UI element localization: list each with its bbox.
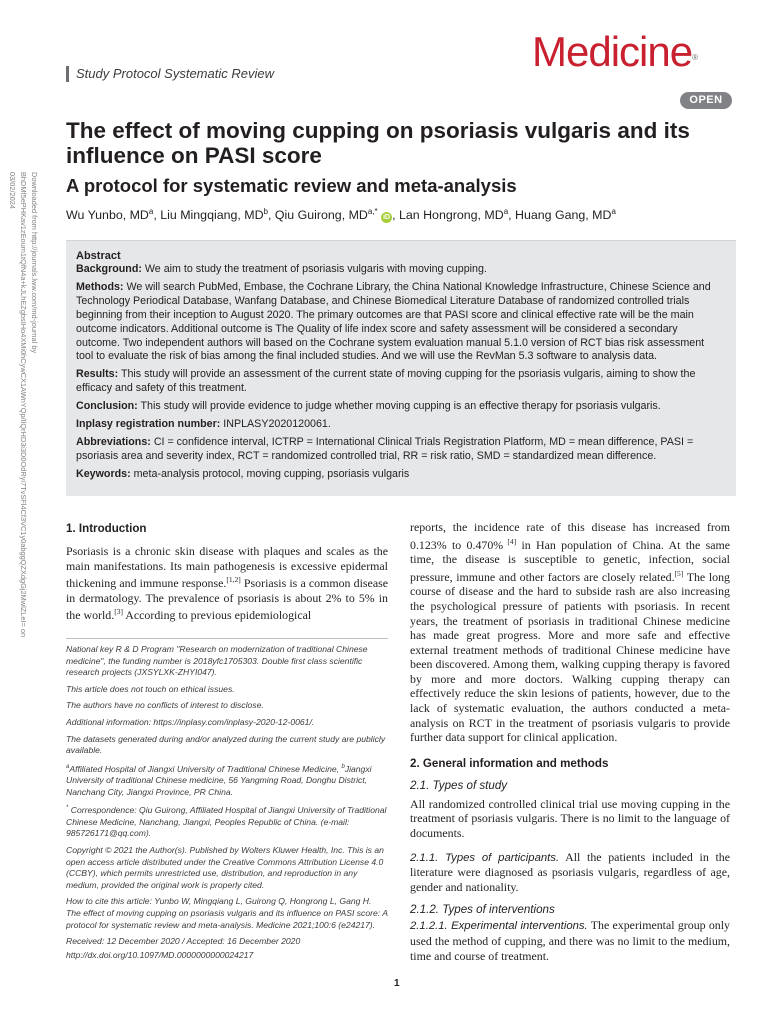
article-subtitle: A protocol for systematic review and meta-analysis (66, 175, 517, 196)
ethics-note: This article does not touch on ethical issues. (66, 683, 235, 694)
author-name[interactable]: , Lan Hongrong, MD (392, 208, 504, 223)
doi-link[interactable]: http://dx.doi.org/10.1097/MD.0000000000024217 (66, 949, 254, 960)
additional-info-note[interactable]: Additional information: https://inplasy.com/inplasy-2020-12-0061/. (66, 716, 315, 727)
article-type-label: Study Protocol Systematic Review (66, 66, 274, 82)
right-column (410, 520, 730, 963)
footnotes (66, 638, 388, 966)
abstract-background: Background: We aim to study the treatment of psoriasis vulgaris with moving cupping. (76, 263, 487, 275)
affiliations-note: $^a$Affiliated Hospital of Jiangxi University of Traditional Chinese Medicine, $^b$Jiangxi University of traditional Chinese medicine, 56 Yangming Road, Donghu District, Nanchang City, Jiangxi Province, PR China. (66, 763, 372, 797)
citation-note: How to cite this article: Yunbo W, Mingqiang L, Guirong Q, Hongrong L, Gang H. The effect of moving cupping on psoriasis vulgaris and its influence on PASI score: A protocol for systematic review and meta-analysis. Medicine 2021;100:6 (e24217). (66, 896, 388, 930)
page-number: 1 (394, 978, 400, 989)
experimental-interventions: 2.1.2.1. Experimental interventions. The experimental group only used the method of cupping, and there was no limit to the medium, time and course of treatment. (410, 918, 730, 963)
received-date: Received: 12 December 2020 / Accepted: 16 December 2020 (66, 936, 301, 947)
abstract-keywords: Keywords: meta-analysis protocol, moving cupping, psoriasis vulgaris (76, 467, 410, 480)
section-heading-introduction: 1. Introduction (66, 522, 147, 535)
copyright-note: Copyright © 2021 the Author(s). Published by Wolters Kluwer Health, Inc. This is an open access article distributed under the Creative Commons Attribution License 4.0 (CCBY), which permits unrestricted use, distribution, and reproduction in any medium, provided the original work is properly cited. (66, 845, 384, 890)
affiliation-mark: a (148, 207, 154, 216)
author-name[interactable]: Huang Gang, MD (515, 208, 612, 223)
author-name[interactable]: Liu Mingqiang, MD (160, 208, 264, 223)
affiliation-mark: a (503, 207, 509, 216)
journal-logo (532, 27, 697, 77)
correspondence-note: * Correspondence: Qiu Guirong, Affiliated Hospital of Jiangxi University of Traditional Chinese Medicine, Nanchang, Jiangxi, Peoples Republic of China. (e-mail: 985726171@qq.com). (66, 805, 387, 839)
affiliation-mark: a (611, 207, 616, 216)
citation-link[interactable]: [1,2] (226, 575, 241, 585)
article-title: The effect of moving cupping on psoriasis vulgaris and its influence on PASI score (66, 118, 690, 168)
funding-note: National key R & D Program "Research on modernization of traditional Chinese medicine", the funding number is 2018yfc1705303. Double first class scientific research projects (JXSYLXK-ZHYI047). (66, 644, 368, 678)
abstract-registration: Inplasy registration number: INPLASY2020120061. (76, 418, 331, 431)
author-list: Wu Yunbo, $MD^a$, Liu Mingqiang, $MD^b$, Qiu Guirong, $MD^{a,*}$ iD , Lan Hongrong, $MD^a$, Huang Gang, $MD^a$ (66, 207, 616, 223)
open-access-badge: OPEN (680, 92, 732, 109)
abstract-methods: Methods: We will search PubMed, Embase, the Cochrane Library, the China National Knowledge Infrastructure, Chinese Science and Technology Periodical Database, Wanfang Database, and Chinese Biomedical Literature Database of randomized controlled trials beginning from their inception to August 2020. The primary outcomes are that PASI score and clinical effective rate will be the main outcome indicators. Additional outcome is The Quality of life index score and safety assessment will be considered a secondary outcome. Two independent authors will based on the Cochrane system evaluation manual 5.1.0 version of RCT bias risk assessment tool to evaluate the risk of bias among the final included studies. And we will use the RevMan 5.3 software to analysis data. (76, 280, 711, 363)
types-of-participants: 2.1.1. Types of participants. All the patients included in the literature were diagnosed as psoriasis vulgaris, regardless of age, gender and nationality. (410, 849, 730, 894)
subsection-heading-interventions: 2.1.2. Types of interventions (410, 903, 555, 917)
section-heading-methods: 2. General information and methods (410, 756, 609, 770)
abstract-results: Results: This study will provide an assessment of the current state of moving cupping for the psoriasis vulgaris, aiming to show the efficacy and safety of this treatment. (76, 368, 696, 395)
left-column (66, 520, 388, 623)
types-of-study-text: All randomized controlled clinical trial use moving cupping in the treatment of psoriasis vulgaris. There is no limit to the language of documents. (410, 796, 730, 841)
subsection-heading-types-of-study: 2.1. Types of study (410, 778, 508, 792)
intro-paragraph-1: Psoriasis is a chronic skin disease with plaques and scales as the main manifestations. Its main pathogenesis is excessive epidermal thickening and immune response.[1,2] Psoriasis is a common disease in dermatology. The prevalence of psoriasis is about 2% to 5% in the world.[3] According to previous epidemiological (66, 544, 388, 623)
author-name[interactable]: Qiu Guirong, MD (274, 208, 368, 223)
citation-link[interactable]: [4] (503, 536, 517, 546)
conflicts-note: The authors have no conflicts of interest to disclose. (66, 700, 264, 711)
registered-mark: ® (692, 53, 697, 62)
abstract-heading: Abstract (76, 250, 121, 262)
citation-link[interactable]: [5] (674, 568, 684, 578)
citation-link[interactable]: [3] (114, 607, 123, 617)
journal-name: Medicine (532, 28, 693, 75)
abstract-abbreviations: Abbreviations: CI = confidence interval, ICTRP = International Clinical Trials Registration Platform, MD = mean difference, PASI = psoriasis area and severity index, RCT = randomized controlled trial, RR = risk ratio, SMD = standardized mean difference. (76, 435, 694, 462)
abstract-conclusion: Conclusion: This study will provide evidence to judge whether moving cupping is an effective therapy for psoriasis vulgaris. (76, 400, 661, 413)
affiliation-mark: b (263, 207, 268, 216)
download-notice: Downloaded from http://journals.lww.com/md-journal by BhDMf5ePHKav1zEoum1tQfN4a+kJLhEZgbsIHo4XMi0hCywCX1AWnYQp/IlQrHD3i3D0OdRyi7TvSFl4Cf3VC1y0abggQZXdgGj2MwlZLeI= on 03/02/2024 (8, 172, 39, 638)
abstract-box (66, 240, 736, 496)
datasets-note: The datasets generated during and/or analyzed during the current study are publicly available. (66, 733, 386, 756)
intro-paragraph-2: reports, the incidence rate of this disease has increased from 0.123% to 0.470% [4] in Han population of China. At the same time, the disease is susceptible to genetic, infection, social pressure, immune and other factors are closely related.[5] The long course of disease and the hard to subside rash are also increasing the psychological pressure of patients with psoriasis. In recent years, the treatment of psoriasis in traditional Chinese medicine has made great progress. More and more safe and effective external treatment methods of traditional Chinese medicine have been discovered. Among them, walking cupping therapy is favored by more and more doctors. Walking cupping therapy can effectively reduce the skin lesions of patients, however, due to the lack of systematic evaluation, the authors conducted a meta-analysis on RCT in the treatment of psoriasis vulgaris to provide further data support for clinical application. (410, 520, 730, 745)
author-name[interactable]: Wu Yunbo, MD (66, 208, 149, 223)
affiliation-mark: a,* (367, 207, 378, 216)
orcid-icon[interactable]: iD (383, 214, 391, 222)
